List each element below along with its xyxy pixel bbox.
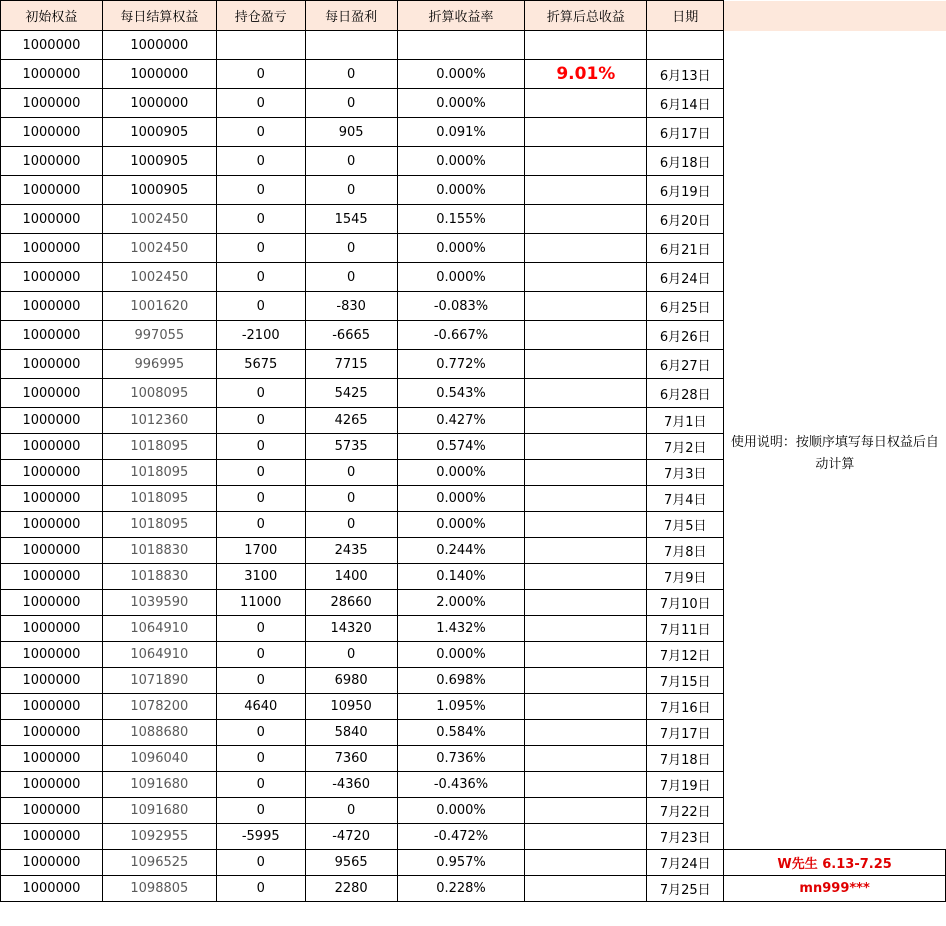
cell-total-return[interactable] (525, 590, 647, 616)
cell-position-pnl[interactable]: 0 (216, 772, 305, 798)
cell-initial[interactable]: 1000000 (1, 772, 103, 798)
cell-daily-profit[interactable]: 2280 (305, 876, 397, 902)
cell-equity[interactable]: 1000905 (102, 118, 216, 147)
cell-position-pnl[interactable]: 0 (216, 118, 305, 147)
cell-position-pnl[interactable]: 0 (216, 616, 305, 642)
cell-daily-profit[interactable]: 0 (305, 234, 397, 263)
cell-rate[interactable]: 0.000% (397, 486, 525, 512)
cell-rate[interactable]: 0.000% (397, 89, 525, 118)
cell-position-pnl[interactable]: 0 (216, 292, 305, 321)
cell-position-pnl[interactable]: 0 (216, 720, 305, 746)
cell-total-return[interactable] (525, 694, 647, 720)
cell-equity[interactable]: 1096525 (102, 850, 216, 876)
cell-total-return[interactable] (525, 876, 647, 902)
cell-daily-profit[interactable]: 7715 (305, 350, 397, 379)
cell-initial[interactable]: 1000000 (1, 850, 103, 876)
cell-position-pnl[interactable]: 0 (216, 642, 305, 668)
cell-total-return[interactable] (525, 379, 647, 408)
cell-rate[interactable]: 0.000% (397, 512, 525, 538)
cell-initial[interactable]: 1000000 (1, 89, 103, 118)
cell-initial[interactable]: 1000000 (1, 263, 103, 292)
cell-total-return[interactable] (525, 205, 647, 234)
header-cell-date[interactable]: 日期 (647, 1, 724, 31)
cell-rate[interactable]: 0.000% (397, 176, 525, 205)
cell-daily-profit[interactable]: 0 (305, 512, 397, 538)
cell-date[interactable]: 7月16日 (647, 694, 724, 720)
cell-date[interactable]: 6月18日 (647, 147, 724, 176)
cell-position-pnl[interactable]: 0 (216, 176, 305, 205)
cell-date[interactable]: 7月9日 (647, 564, 724, 590)
cell-initial[interactable]: 1000000 (1, 486, 103, 512)
table-row (1, 31, 946, 60)
cell-date[interactable]: 6月17日 (647, 118, 724, 147)
cell-total-return[interactable] (525, 850, 647, 876)
cell-total-return[interactable] (525, 772, 647, 798)
cell-daily-profit[interactable]: 14320 (305, 616, 397, 642)
cell-initial[interactable]: 1000000 (1, 824, 103, 850)
cell-equity[interactable]: 996995 (102, 350, 216, 379)
cell-daily-profit[interactable]: 0 (305, 89, 397, 118)
cell-equity[interactable]: 1000000 (102, 89, 216, 118)
cell-rate[interactable] (397, 31, 525, 60)
cell-equity[interactable]: 1000000 (102, 31, 216, 60)
cell-date[interactable]: 7月4日 (647, 486, 724, 512)
cell-total-return[interactable] (525, 147, 647, 176)
cell-rate[interactable]: 0.228% (397, 876, 525, 902)
header-cell-equity[interactable]: 每日结算权益 (102, 1, 216, 31)
cell-position-pnl[interactable]: 0 (216, 379, 305, 408)
cell-position-pnl[interactable]: 0 (216, 850, 305, 876)
cell-date[interactable]: 7月23日 (647, 824, 724, 850)
note-cell[interactable] (724, 31, 946, 60)
cell-date[interactable]: 6月13日 (647, 60, 724, 89)
cell-equity[interactable]: 1071890 (102, 668, 216, 694)
cell-equity[interactable]: 1000000 (102, 60, 216, 89)
cell-rate[interactable]: 1.432% (397, 616, 525, 642)
cell-daily-profit[interactable]: -4360 (305, 772, 397, 798)
cell-initial[interactable]: 1000000 (1, 321, 103, 350)
cell-equity[interactable]: 1000905 (102, 147, 216, 176)
cell-position-pnl[interactable]: 3100 (216, 564, 305, 590)
cell-total-return[interactable] (525, 668, 647, 694)
cell-date[interactable]: 7月1日 (647, 408, 724, 434)
cell-daily-profit[interactable]: 9565 (305, 850, 397, 876)
cell-equity[interactable]: 1091680 (102, 798, 216, 824)
header-cell-daily-profit[interactable]: 每日盈利 (305, 1, 397, 31)
cell-position-pnl[interactable]: 5675 (216, 350, 305, 379)
cell-rate[interactable]: 2.000% (397, 590, 525, 616)
cell-initial[interactable]: 1000000 (1, 538, 103, 564)
cell-rate[interactable]: 0.736% (397, 746, 525, 772)
cell-total-return[interactable] (525, 321, 647, 350)
cell-rate[interactable]: 0.698% (397, 668, 525, 694)
cell-position-pnl[interactable]: 0 (216, 408, 305, 434)
cell-rate[interactable]: 0.000% (397, 460, 525, 486)
cell-position-pnl[interactable]: 0 (216, 512, 305, 538)
cell-date[interactable]: 7月5日 (647, 512, 724, 538)
cell-rate[interactable]: 0.000% (397, 263, 525, 292)
cell-total-return[interactable] (525, 89, 647, 118)
cell-date[interactable]: 7月15日 (647, 668, 724, 694)
cell-rate[interactable]: 0.155% (397, 205, 525, 234)
cell-daily-profit[interactable]: 1400 (305, 564, 397, 590)
cell-position-pnl[interactable]: 0 (216, 668, 305, 694)
cell-equity[interactable]: 1064910 (102, 616, 216, 642)
cell-total-return[interactable] (525, 292, 647, 321)
cell-daily-profit[interactable]: 0 (305, 263, 397, 292)
cell-rate[interactable]: 0.427% (397, 408, 525, 434)
cell-daily-profit[interactable]: 0 (305, 176, 397, 205)
cell-daily-profit[interactable]: 7360 (305, 746, 397, 772)
cell-position-pnl[interactable]: 0 (216, 746, 305, 772)
cell-rate[interactable]: 0.584% (397, 720, 525, 746)
cell-initial[interactable]: 1000000 (1, 876, 103, 902)
cell-total-return[interactable] (525, 434, 647, 460)
header-cell-initial[interactable]: 初始权益 (1, 1, 103, 31)
cell-equity[interactable]: 1001620 (102, 292, 216, 321)
cell-equity[interactable]: 1018095 (102, 486, 216, 512)
cell-equity[interactable]: 1008095 (102, 379, 216, 408)
cell-rate[interactable]: 0.000% (397, 60, 525, 89)
cell-date[interactable] (647, 31, 724, 60)
cell-date[interactable]: 6月21日 (647, 234, 724, 263)
cell-initial[interactable]: 1000000 (1, 616, 103, 642)
cell-initial[interactable]: 1000000 (1, 147, 103, 176)
cell-equity[interactable]: 1091680 (102, 772, 216, 798)
cell-daily-profit[interactable]: 10950 (305, 694, 397, 720)
cell-daily-profit[interactable]: 28660 (305, 590, 397, 616)
cell-position-pnl[interactable]: 0 (216, 205, 305, 234)
cell-position-pnl[interactable]: -2100 (216, 321, 305, 350)
cell-rate[interactable]: 0.543% (397, 379, 525, 408)
cell-initial[interactable]: 1000000 (1, 642, 103, 668)
cell-position-pnl[interactable] (216, 31, 305, 60)
header-cell-position-pnl[interactable]: 持仓盈亏 (216, 1, 305, 31)
cell-initial[interactable]: 1000000 (1, 460, 103, 486)
cell-daily-profit[interactable]: 0 (305, 460, 397, 486)
cell-date[interactable]: 6月25日 (647, 292, 724, 321)
cell-date[interactable]: 7月17日 (647, 720, 724, 746)
cell-position-pnl[interactable]: 0 (216, 60, 305, 89)
cell-daily-profit[interactable]: -830 (305, 292, 397, 321)
cell-equity[interactable]: 1002450 (102, 205, 216, 234)
cell-initial[interactable]: 1000000 (1, 746, 103, 772)
cell-total-return[interactable] (525, 408, 647, 434)
cell-initial[interactable]: 1000000 (1, 720, 103, 746)
cell-rate[interactable]: -0.472% (397, 824, 525, 850)
signature-account[interactable]: mn999*** (724, 876, 946, 902)
cell-daily-profit[interactable]: 0 (305, 60, 397, 89)
cell-daily-profit[interactable]: 5735 (305, 434, 397, 460)
cell-rate[interactable]: 0.000% (397, 642, 525, 668)
cell-initial[interactable]: 1000000 (1, 694, 103, 720)
cell-daily-profit[interactable]: 1545 (305, 205, 397, 234)
cell-total-return[interactable] (525, 798, 647, 824)
cell-daily-profit[interactable]: -6665 (305, 321, 397, 350)
cell-initial[interactable]: 1000000 (1, 350, 103, 379)
cell-initial[interactable]: 1000000 (1, 668, 103, 694)
cell-initial[interactable]: 1000000 (1, 176, 103, 205)
cell-date[interactable]: 7月12日 (647, 642, 724, 668)
cell-position-pnl[interactable]: 0 (216, 234, 305, 263)
cell-date[interactable]: 7月18日 (647, 746, 724, 772)
cell-equity[interactable]: 1039590 (102, 590, 216, 616)
table-row (1, 850, 946, 876)
cell-equity[interactable]: 1096040 (102, 746, 216, 772)
cell-date[interactable]: 7月22日 (647, 798, 724, 824)
cell-daily-profit[interactable]: 0 (305, 798, 397, 824)
cell-position-pnl[interactable]: 0 (216, 89, 305, 118)
cell-total-return[interactable] (525, 486, 647, 512)
cell-rate[interactable]: 0.000% (397, 147, 525, 176)
cell-date[interactable]: 7月24日 (647, 850, 724, 876)
cell-position-pnl[interactable]: 0 (216, 434, 305, 460)
cell-total-return[interactable] (525, 538, 647, 564)
cell-total-return[interactable] (525, 31, 647, 60)
cell-date[interactable]: 7月3日 (647, 460, 724, 486)
cell-total-return[interactable] (525, 720, 647, 746)
cell-daily-profit[interactable]: 0 (305, 642, 397, 668)
cell-total-return[interactable] (525, 512, 647, 538)
cell-initial[interactable]: 1000000 (1, 564, 103, 590)
cell-date[interactable]: 6月27日 (647, 350, 724, 379)
cell-equity[interactable]: 1000905 (102, 176, 216, 205)
cell-position-pnl[interactable]: 1700 (216, 538, 305, 564)
cell-rate[interactable]: 0.772% (397, 350, 525, 379)
cell-initial[interactable]: 1000000 (1, 205, 103, 234)
cell-position-pnl[interactable]: 0 (216, 460, 305, 486)
cell-total-return[interactable] (525, 350, 647, 379)
cell-position-pnl[interactable]: 11000 (216, 590, 305, 616)
cell-initial[interactable]: 1000000 (1, 31, 103, 60)
cell-equity[interactable]: 1098805 (102, 876, 216, 902)
cell-equity[interactable]: 997055 (102, 321, 216, 350)
cell-initial[interactable]: 1000000 (1, 379, 103, 408)
cell-rate[interactable]: 0.000% (397, 234, 525, 263)
cell-total-return[interactable] (525, 824, 647, 850)
cell-rate[interactable]: -0.667% (397, 321, 525, 350)
cell-total-return[interactable] (525, 118, 647, 147)
cell-total-return[interactable] (525, 460, 647, 486)
usage-note[interactable] (724, 60, 946, 850)
header-row (1, 1, 946, 31)
cell-equity[interactable]: 1078200 (102, 694, 216, 720)
cell-initial[interactable]: 1000000 (1, 434, 103, 460)
cell-position-pnl[interactable]: 0 (216, 147, 305, 176)
cell-equity[interactable]: 1064910 (102, 642, 216, 668)
cell-daily-profit[interactable]: 0 (305, 147, 397, 176)
cell-rate[interactable]: 0.957% (397, 850, 525, 876)
cell-initial[interactable]: 1000000 (1, 590, 103, 616)
cell-date[interactable]: 6月26日 (647, 321, 724, 350)
cell-rate[interactable]: -0.083% (397, 292, 525, 321)
table-row (1, 876, 946, 902)
cell-equity[interactable]: 1018830 (102, 564, 216, 590)
cell-date[interactable]: 7月25日 (647, 876, 724, 902)
cell-initial[interactable]: 1000000 (1, 512, 103, 538)
cell-total-return[interactable] (525, 176, 647, 205)
cell-initial[interactable]: 1000000 (1, 292, 103, 321)
cell-date[interactable]: 6月19日 (647, 176, 724, 205)
cell-initial[interactable]: 1000000 (1, 60, 103, 89)
cell-daily-profit[interactable]: 4265 (305, 408, 397, 434)
header-cell-rate[interactable]: 折算收益率 (397, 1, 525, 31)
cell-position-pnl[interactable]: 4640 (216, 694, 305, 720)
cell-position-pnl[interactable]: 0 (216, 798, 305, 824)
cell-date[interactable]: 7月8日 (647, 538, 724, 564)
cell-rate[interactable]: 1.095% (397, 694, 525, 720)
cell-position-pnl[interactable]: 0 (216, 486, 305, 512)
cell-rate[interactable]: 0.244% (397, 538, 525, 564)
cell-date[interactable]: 6月14日 (647, 89, 724, 118)
usage-note-text: 使用说明：按顺序填写每日权益后自动计算 (730, 435, 939, 473)
cell-rate[interactable]: -0.436% (397, 772, 525, 798)
cell-equity[interactable]: 1012360 (102, 408, 216, 434)
cell-equity[interactable]: 1002450 (102, 234, 216, 263)
cell-date[interactable]: 7月2日 (647, 434, 724, 460)
cell-daily-profit[interactable]: 905 (305, 118, 397, 147)
cell-initial[interactable]: 1000000 (1, 798, 103, 824)
cell-rate[interactable]: 0.140% (397, 564, 525, 590)
cell-equity[interactable]: 1018095 (102, 512, 216, 538)
cell-initial[interactable]: 1000000 (1, 118, 103, 147)
cell-position-pnl[interactable]: -5995 (216, 824, 305, 850)
cell-total-return[interactable] (525, 564, 647, 590)
cell-equity[interactable]: 1002450 (102, 263, 216, 292)
header-cell-total-return[interactable]: 折算后总收益 (525, 1, 647, 31)
note-cell-top[interactable] (724, 1, 946, 31)
cell-daily-profit[interactable]: 2435 (305, 538, 397, 564)
cell-position-pnl[interactable]: 0 (216, 876, 305, 902)
cell-daily-profit[interactable]: 6980 (305, 668, 397, 694)
table-row (1, 60, 946, 89)
cell-rate[interactable]: 0.574% (397, 434, 525, 460)
cell-total-return[interactable] (525, 616, 647, 642)
cell-rate[interactable]: 0.091% (397, 118, 525, 147)
cell-equity[interactable]: 1088680 (102, 720, 216, 746)
cell-equity[interactable]: 1018830 (102, 538, 216, 564)
cell-daily-profit[interactable] (305, 31, 397, 60)
signature-name[interactable]: W先生 6.13-7.25 (724, 850, 946, 876)
cell-equity[interactable]: 1092955 (102, 824, 216, 850)
cell-position-pnl[interactable]: 0 (216, 263, 305, 292)
cell-daily-profit[interactable]: 5425 (305, 379, 397, 408)
cell-equity[interactable]: 1018095 (102, 460, 216, 486)
cell-date[interactable]: 7月10日 (647, 590, 724, 616)
cell-initial[interactable]: 1000000 (1, 408, 103, 434)
cell-daily-profit[interactable]: 5840 (305, 720, 397, 746)
cell-total-return[interactable]: 9.01% (525, 60, 647, 89)
cell-total-return[interactable] (525, 263, 647, 292)
cell-rate[interactable]: 0.000% (397, 798, 525, 824)
cell-total-return[interactable] (525, 234, 647, 263)
cell-date[interactable]: 6月28日 (647, 379, 724, 408)
cell-date[interactable]: 7月11日 (647, 616, 724, 642)
cell-date[interactable]: 7月19日 (647, 772, 724, 798)
cell-total-return[interactable] (525, 746, 647, 772)
cell-date[interactable]: 6月20日 (647, 205, 724, 234)
cell-daily-profit[interactable]: -4720 (305, 824, 397, 850)
cell-daily-profit[interactable]: 0 (305, 486, 397, 512)
cell-equity[interactable]: 1018095 (102, 434, 216, 460)
cell-date[interactable]: 6月24日 (647, 263, 724, 292)
cell-initial[interactable]: 1000000 (1, 234, 103, 263)
cell-total-return[interactable] (525, 642, 647, 668)
